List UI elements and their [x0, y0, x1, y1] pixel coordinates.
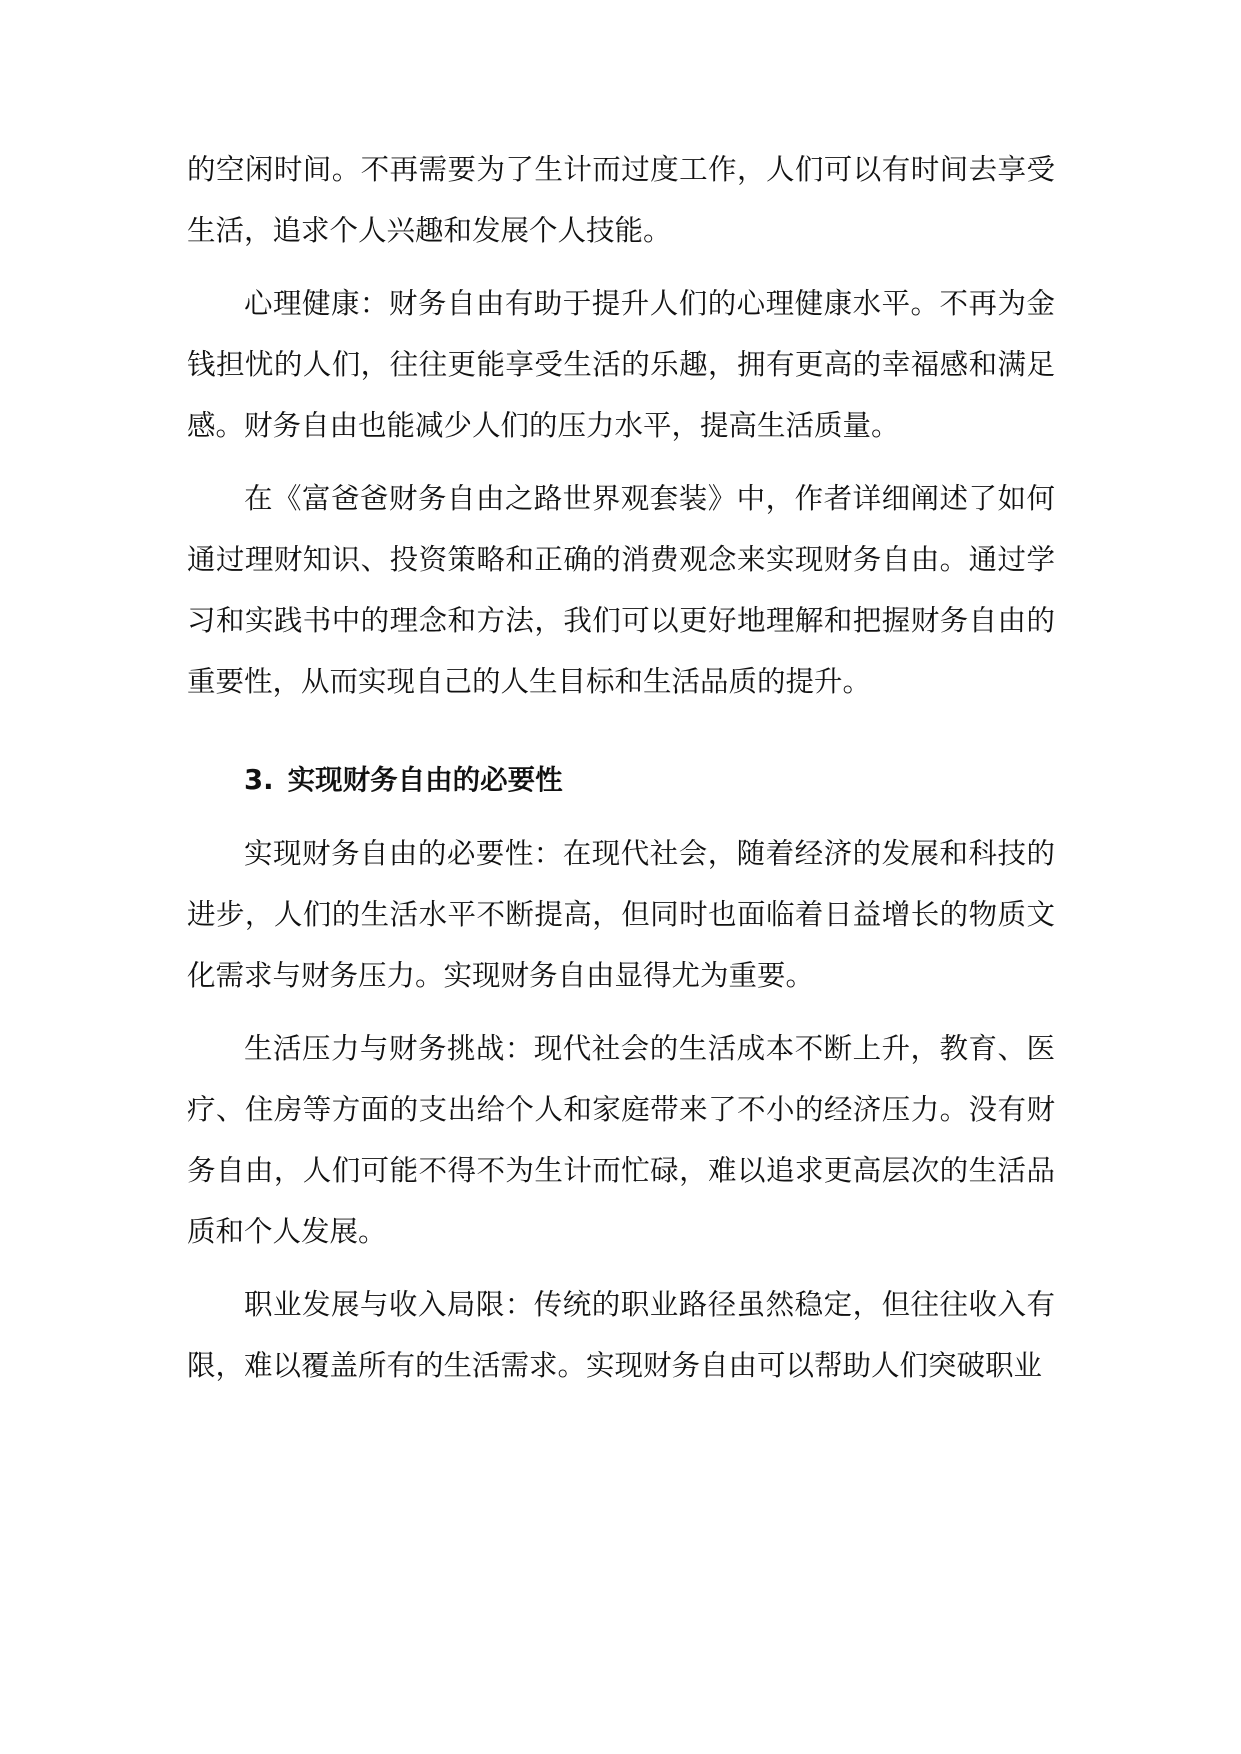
- section-title: 实现财务自由的必要性: [287, 764, 563, 796]
- section-heading: [187, 750, 1055, 811]
- paragraph-necessity: 实现财务自由的必要性：在现代社会，随着经济的发展和科技的进步，人们的生活水平不断提高，但同时也面临着日益增长的物质文化需求与财务压力。实现财务自由显得尤为重要。: [187, 837, 1055, 992]
- paragraph-continuation: 的空闲时间。不再需要为了生计而过度工作，人们可以有时间去享受生活，追求个人兴趣和发展个人技能。: [187, 153, 1055, 247]
- paragraph-book-reference: 在《富爸爸财务自由之路世界观套装》中，作者详细阐述了如何通过理财知识、投资策略和正确的消费观念来实现财务自由。通过学习和实践书中的理念和方法，我们可以更好地理解和把握财务自由的重要性，从而实现自己的人生目标和生活品质的提升。: [187, 482, 1055, 698]
- document-body: [187, 139, 1055, 1408]
- paragraph-mental-health: 心理健康：财务自由有助于提升人们的心理健康水平。不再为金钱担忧的人们，往往更能享受生活的乐趣，拥有更高的幸福感和满足感。财务自由也能减少人们的压力水平，提高生活质量。: [187, 287, 1055, 442]
- paragraph-career-limits: 职业发展与收入局限：传统的职业路径虽然稳定，但往往收入有限，难以覆盖所有的生活需求。实现财务自由可以帮助人们突破职业: [187, 1288, 1055, 1382]
- paragraph-life-pressure: 生活压力与财务挑战：现代社会的生活成本不断上升，教育、医疗、住房等方面的支出给个人和家庭带来了不小的经济压力。没有财务自由，人们可能不得不为生计而忙碌，难以追求更高层次的生活品质和个人发展。: [187, 1032, 1055, 1248]
- section-number: 3.: [244, 764, 274, 796]
